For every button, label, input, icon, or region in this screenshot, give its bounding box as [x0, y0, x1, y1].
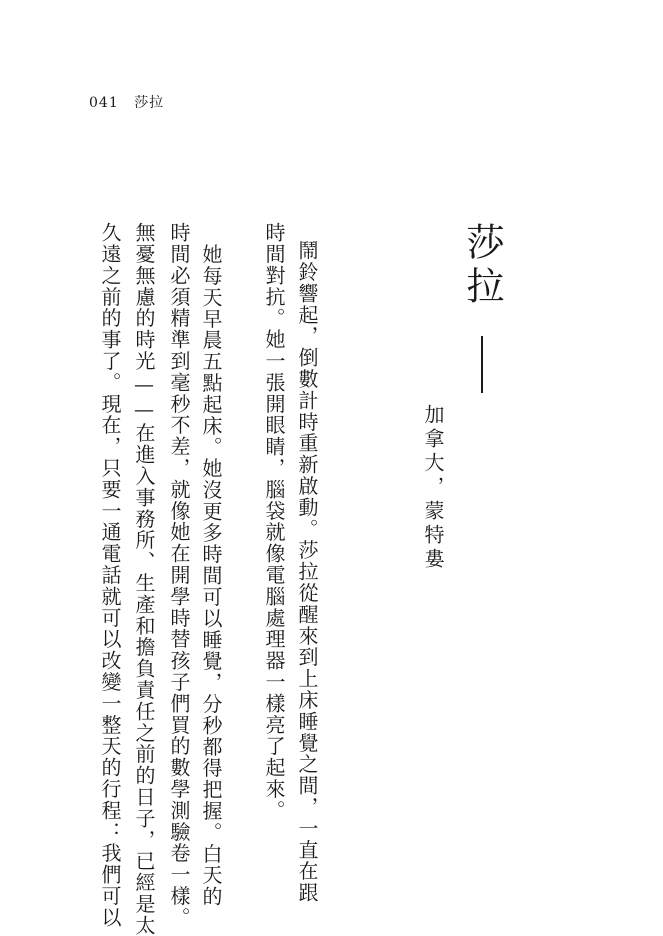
- body-line: 鬧鈴響起，倒數計時重新啟動。莎拉從醒來到上床睡覺之間，一直在跟: [295, 240, 319, 904]
- body-line: 無憂無慮的時光——在進入事務所、生產和擔負責任之前的日子，已經是太: [132, 222, 156, 936]
- body-line: 時間對抗。她一張開眼睛，腦袋就像電腦處理器一樣亮了起來。: [262, 222, 286, 822]
- running-title: 莎拉: [134, 95, 165, 111]
- title-divider: [481, 336, 483, 393]
- running-header: [89, 92, 164, 112]
- chapter-place: 加拿大，蒙特婁: [421, 404, 445, 572]
- body-line: 她每天早晨五點起床。她沒更多時間可以睡覺，分秒都得把握。白天的: [199, 244, 223, 908]
- body-line: 久遠之前的事了。現在，只要一通電話就可以改變一整天的行程：我們可以: [98, 222, 122, 929]
- page-number: 041: [89, 95, 119, 111]
- body-line: 時間必須精準到毫秒不差，就像她在開學時替孩子們買的數學測驗卷一樣。: [167, 222, 191, 929]
- chapter-title: 莎拉: [460, 222, 504, 310]
